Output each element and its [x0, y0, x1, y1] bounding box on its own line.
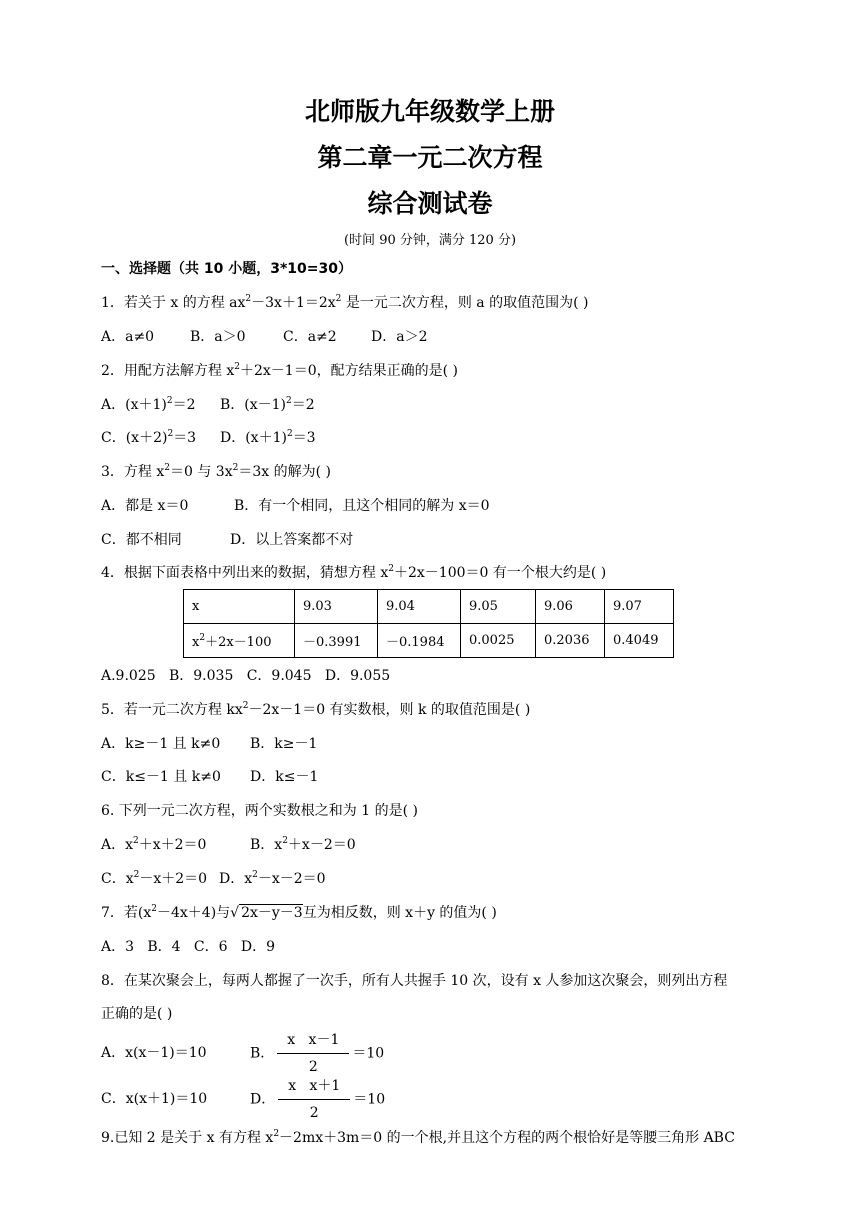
- q3-option-c: C．都不相同: [101, 532, 182, 548]
- table-row: [184, 590, 674, 624]
- q3-option-a: A．都是 x＝0: [101, 498, 189, 514]
- question-3: 3．方程 $x^2=0$ 与 $3x^2=3x$ 的解为( ): [101, 463, 331, 480]
- section-heading-choice: 一、选择题（共 10 小题，3*10=30）: [101, 261, 352, 277]
- question-8-line-2: 正确的是( ): [101, 1006, 173, 1022]
- q6-option-a: A．$x^2+x+2=0$: [101, 836, 207, 853]
- question-6: 6. 下列一元二次方程，两个实数根之和为 1 的是( ): [101, 803, 418, 819]
- q8-option-d: D． $\frac{\text{x x＋1}}{2}$ ＝10: [250, 1078, 386, 1121]
- q5-option-b: B．k≥－1: [250, 736, 318, 752]
- question-7: 7．若$(x^2-4x+4)$与√ 2x－y－3互为相反数，则 x＋y 的值为( ): [101, 904, 497, 921]
- table-cell: 9.05: [461, 590, 536, 624]
- table-row: [184, 624, 674, 658]
- q5-option-a: A．k≥－1 且 k≠0: [101, 736, 221, 752]
- title-line-3: 综合测试卷: [367, 189, 493, 218]
- q2-option-c: C．$(x+2)^2=3$: [101, 429, 197, 446]
- sqrt-expression: 2x－y－3: [241, 905, 303, 921]
- table-cell: 9.07: [605, 590, 674, 624]
- q3-option-d: D．以上答案都不对: [230, 532, 354, 548]
- fraction: $\frac{\text{x x－1}}{2}$: [277, 1030, 349, 1077]
- question-1: 1．若关于 x 的方程 $ax^2-3x+1=2x^2$ 是一元二次方程，则 a 的取值范围为( ): [101, 294, 589, 311]
- q5-option-d: D．k≤－1: [250, 769, 319, 785]
- table-cell: －0.1984: [378, 624, 461, 658]
- q5-option-c: C．k≤－1 且 k≠0: [101, 769, 221, 785]
- q6-option-b: B．$x^2+x-2=0$: [250, 836, 356, 853]
- q4-options: A.9.025 B．9.035 C．9.045 D．9.055: [101, 668, 391, 684]
- title-line-1: 北师版九年级数学上册: [304, 97, 555, 126]
- fraction: $\frac{\text{x x＋1}}{2}$: [278, 1076, 350, 1123]
- table-cell: 9.04: [378, 590, 461, 624]
- question-8-line-1: 8．在某次聚会上，每两人都握了一次手，所有人共握手 10 次，设有 x 人参加这次聚会，则列出方程: [101, 973, 728, 989]
- table-cell: 9.06: [536, 590, 605, 624]
- table-cell: －0.3991: [295, 624, 378, 658]
- q4-data-table: [183, 589, 674, 658]
- table-cell: 0.4049: [605, 624, 674, 658]
- q6-option-d: D．$x^2-x-2=0$: [219, 870, 326, 887]
- q2-option-a: A．$(x+1)^2=2$: [101, 396, 196, 413]
- table-cell: x: [184, 590, 295, 624]
- question-2: 2．用配方法解方程 $x^2+2x-1=0$，配方结果正确的是( ): [101, 362, 458, 379]
- q1-option-a: A．a≠0: [101, 329, 155, 345]
- q8-option-c: C．x(x＋1)＝10: [101, 1091, 208, 1107]
- table-cell: 0.2036: [536, 624, 605, 658]
- q1-option-b: B．a＞0: [190, 329, 246, 345]
- table-cell: $x^2+2x-100$: [184, 624, 295, 658]
- q2-option-d: D．$(x+1)^2=3$: [220, 429, 316, 446]
- table-cell: 0.0025: [461, 624, 536, 658]
- q8-option-a: A．x(x－1)＝10: [101, 1045, 207, 1061]
- q1-option-c: C．a≠2: [283, 329, 337, 345]
- q8-option-b: B． $\frac{\text{x x－1}}{2}$ ＝10: [250, 1032, 385, 1075]
- question-4: 4．根据下面表格中列出来的数据，猜想方程 $x^2+2x-100=0$ 有一个根大约是( ): [101, 564, 607, 581]
- exam-time-note: (时间 90 分钟，满分 120 分): [343, 233, 517, 248]
- sqrt-sign-icon: √: [230, 905, 240, 921]
- question-9: 9.已知 2 是关于 x 有方程 $x^2-2mx+3m=0$ 的一个根,并且这个方程的两个根恰好是等腰三角形 ABC: [101, 1129, 735, 1146]
- q3-option-b: B．有一个相同，且这个相同的解为 x＝0: [234, 498, 490, 514]
- question-5: 5．若一元二次方程 $kx^2-2x-1=0$ 有实数根，则 k 的取值范围是( ): [101, 701, 531, 718]
- q1-option-d: D．a＞2: [371, 329, 428, 345]
- table-cell: 9.03: [295, 590, 378, 624]
- q6-option-c: C．$x^2-x+2=0$: [101, 870, 208, 887]
- title-line-2: 第二章一元二次方程: [317, 143, 543, 172]
- q7-options: A．3 B．4 C．6 D．9: [101, 939, 276, 955]
- q2-option-b: B．$(x-1)^2=2$: [220, 396, 315, 413]
